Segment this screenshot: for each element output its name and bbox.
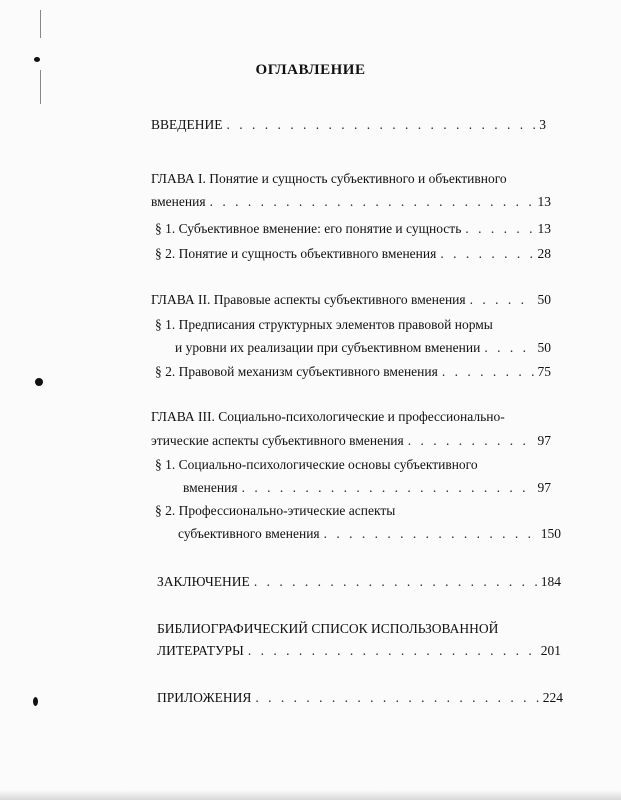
toc-entry-chapter1-section2 xyxy=(155,246,551,262)
toc-entry-label: § 2. Понятие и сущность объективного вменения xyxy=(155,246,437,261)
toc-title: ОГЛАВЛЕНИЕ xyxy=(255,62,366,78)
toc-page-number: 13 xyxy=(537,221,551,236)
toc-entry-chapter3-section1 xyxy=(183,480,551,496)
scan-speck xyxy=(33,697,38,706)
bibliography-title-line2: ЛИТЕРАТУРЫ xyxy=(157,643,244,658)
toc-page-number: 13 xyxy=(537,194,551,209)
toc-entry-appendix xyxy=(157,690,563,706)
toc-entry-intro xyxy=(151,117,546,133)
toc-entry-label: ВВЕДЕНИЕ xyxy=(151,117,223,132)
scan-streak xyxy=(40,10,41,38)
scan-streak xyxy=(40,70,41,104)
toc-page-number: 201 xyxy=(540,643,561,658)
toc-entry-chapter1-section1 xyxy=(155,221,551,237)
leader-dots xyxy=(440,246,533,262)
toc-entry-chapter3-section2 xyxy=(178,526,561,542)
scan-speck xyxy=(34,57,40,62)
scan-bottom-edge xyxy=(0,790,621,800)
toc-entry-chapter2 xyxy=(151,292,551,308)
leader-dots xyxy=(248,643,537,659)
leader-dots xyxy=(465,221,533,237)
toc-entry-bibliography xyxy=(157,643,561,659)
chapter3-section1-line1: § 1. Социально-психологические основы субъективного xyxy=(155,457,478,472)
leader-dots xyxy=(226,117,535,133)
toc-entry-chapter1 xyxy=(151,194,551,210)
leader-dots xyxy=(324,526,537,542)
leader-dots xyxy=(254,574,537,590)
chapter2-section1-line1: § 1. Предписания структурных элементов правовой нормы xyxy=(155,317,493,332)
bibliography-title-line1: БИБЛИОГРАФИЧЕСКИЙ СПИСОК ИСПОЛЬЗОВАННОЙ xyxy=(157,621,499,636)
toc-page-number: 184 xyxy=(540,574,561,589)
toc-page-number: 97 xyxy=(537,480,551,495)
leader-dots xyxy=(470,292,534,308)
toc-entry-chapter3 xyxy=(151,433,551,449)
leader-dots xyxy=(484,340,533,356)
toc-page-number: 97 xyxy=(537,433,551,448)
toc-entry-label: § 2. Правовой механизм субъективного вменения xyxy=(155,364,438,379)
chapter3-section2-line2: субъективного вменения xyxy=(178,526,320,541)
toc-entry-conclusion xyxy=(157,574,561,590)
toc-entry-label: § 1. Субъективное вменение: его понятие и сущность xyxy=(155,221,462,236)
toc-entry-chapter2-section1 xyxy=(175,340,551,356)
leader-dots xyxy=(255,690,538,706)
leader-dots xyxy=(210,194,534,210)
chapter3-title-line1: ГЛАВА III. Социально-психологические и профессионально- xyxy=(151,409,505,424)
toc-page-number: 75 xyxy=(537,364,551,379)
leader-dots xyxy=(242,480,534,496)
chapter2-section1-line2: и уровни их реализации при субъективном вменении xyxy=(175,340,481,355)
toc-entry-chapter2-section2 xyxy=(155,364,551,380)
chapter3-section1-line2: вменения xyxy=(183,480,238,495)
toc-entry-label: ПРИЛОЖЕНИЯ xyxy=(157,690,252,705)
toc-page-number: 224 xyxy=(542,690,563,705)
chapter3-title-line2: этические аспекты субъективного вменения xyxy=(151,433,404,448)
toc-page-number: 50 xyxy=(537,292,551,307)
scan-speck xyxy=(35,378,43,386)
toc-entry-label: ГЛАВА II. Правовые аспекты субъективного вменения xyxy=(151,292,466,307)
leader-dots xyxy=(442,364,534,380)
toc-entry-label: ЗАКЛЮЧЕНИЕ xyxy=(157,574,250,589)
toc-page-number: 28 xyxy=(537,246,551,261)
chapter1-title-line2: вменения xyxy=(151,194,206,209)
chapter1-title-line1: ГЛАВА I. Понятие и сущность субъективного и объективного xyxy=(151,171,507,186)
chapter3-section2-line1: § 2. Профессионально-этические аспекты xyxy=(155,503,396,518)
toc-page-number: 50 xyxy=(537,340,551,355)
leader-dots xyxy=(408,433,534,449)
toc-page-number: 150 xyxy=(540,526,561,541)
toc-page-number: 3 xyxy=(539,117,546,132)
